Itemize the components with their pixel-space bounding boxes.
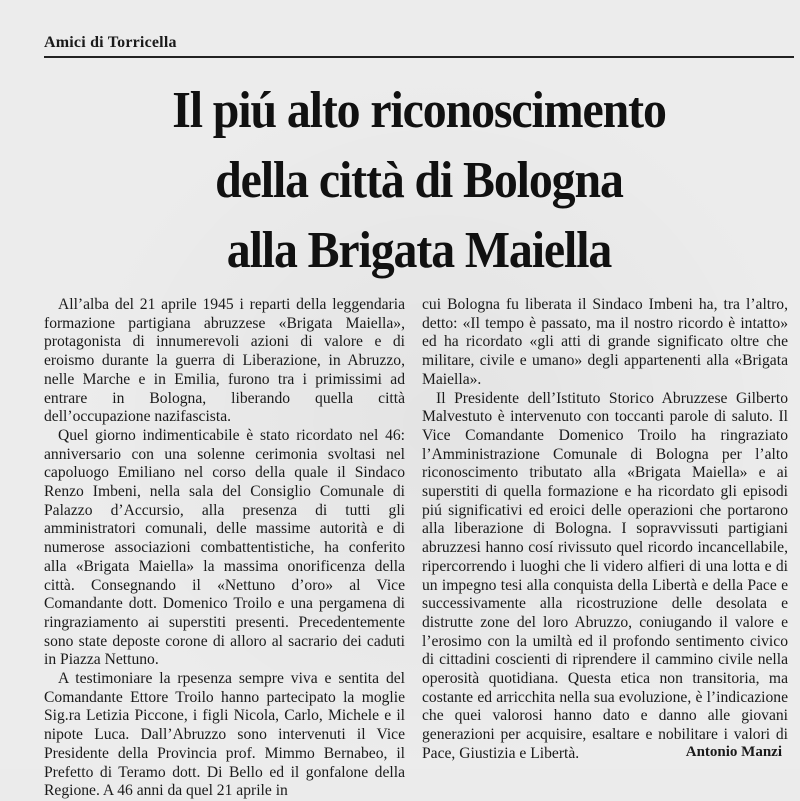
section-header [44,30,794,58]
article-column-left [44,296,405,801]
paragraph-right-1: cui Bologna fu liberata il Sindaco Imbeni ha, tra l’altro, detto: «Il tempo è passato, ma il nostro ricordo è intatto» ed ha ricordato «gli atti di grande significato oltre che militare, civile e umano» degli appartenenti alla «Brigata Maiella». [422,296,788,388]
paragraph-right-2: Il Presidente dell’Istituto Storico Abruzzese Gilberto Malvestuto è intervenuto con toccanti parole di saluto. Il Vice Comandante Domenico Troilo ha ringraziato l’Amministrazione Comunale di Bologna per l’alto riconoscimento tributato alla «Brigata Maiella» e ai superstiti di quella formazione e ha ricordato gli episodi piú significativi ed eroici delle operazioni che portarono alla liberazione di Bologna. I sopravvissuti partigiani abruzzesi hanno cosí rivissuto quel ricordo incancellabile, ripercorrendo i luoghi che li videro alfieri di una lotta e di un impegno tesi alla conquista della Libertà e della Pace e successivamente alla ricostruzione delle desolata e distrutte zone del loro Abruzzo, coniugando il valore e l’erosimo con la umiltà ed il profondo sentimento civico di cittadini coscienti di riprendere il cammino civile nella operosità quotidiana. Questa etica non transitoria, ma costante ed arricchita nella sua evoluzione, è l’indicazione che quei valorosi hanno dato e danno alle giovani generazioni per acquisire, esaltare e nobilitare i valori di Pace, Giustizia e Libertà. [422,389,788,762]
headline-line-3: alla Brigata Maiella [226,222,612,279]
headline-line-1: Il piú alto riconoscimento [172,82,666,139]
headline-line-2: della città di Bologna [215,152,623,209]
article-column-right [422,296,788,764]
author-byline: Antonio Manzi [685,744,782,760]
section-name: Amici di Torricella [44,34,177,51]
paragraph-left-1: All’alba del 21 aprile 1945 i reparti della leggendaria formazione partigiana abruzzese «Brigata Maiella», protagonista di innumerevoli azioni di valore e di eroismo durante la guerra di Liberazione, in Abruzzo, nelle Marche e in Emilia, furono tra i primissimi ad entrare in Bologna, liberando quella città dell’occupazione nazifascista. [44,296,405,426]
paragraph-left-2: Quel giorno indimenticabile è stato ricordato nel 46: anniversario con una solenne cerimonia svoltasi nel capoluogo Emiliano nel corso della quale il Sindaco Renzo Imbeni, nella sala del Consiglio Comunale di Palazzo d’Accursio, alla presenza di tutti gli amministratori comunali, delle massime autorità e di numerose associazioni combattentistiche, ha conferito alla «Brigata Maiella» la massima onorificenza della città. Consegnando il «Nettuno d’oro» al Vice Comandante dott. Domenico Troilo e una pergamena di ringraziamento ai superstiti presenti. Precedentemente sono state deposte corone di alloro al sacrario dei caduti in Piazza Nettuno. [44,426,405,669]
paragraph-left-3: A testimoniare la rpesenza sempre viva e sentita del Comandante Ettore Troilo hanno partecipato la moglie Sig.ra Letizia Piccone, i figli Nicola, Carlo, Michele e il nipote Luca. Dall’Abruzzo sono intervenuti il Vice Presidente della Provincia prof. Mimmo Bernabeo, il Prefetto di Teramo dott. Di Bello ed il gonfalone della Regione. A 46 anni da quel 21 aprile in [44,670,405,800]
headline [44,76,794,286]
